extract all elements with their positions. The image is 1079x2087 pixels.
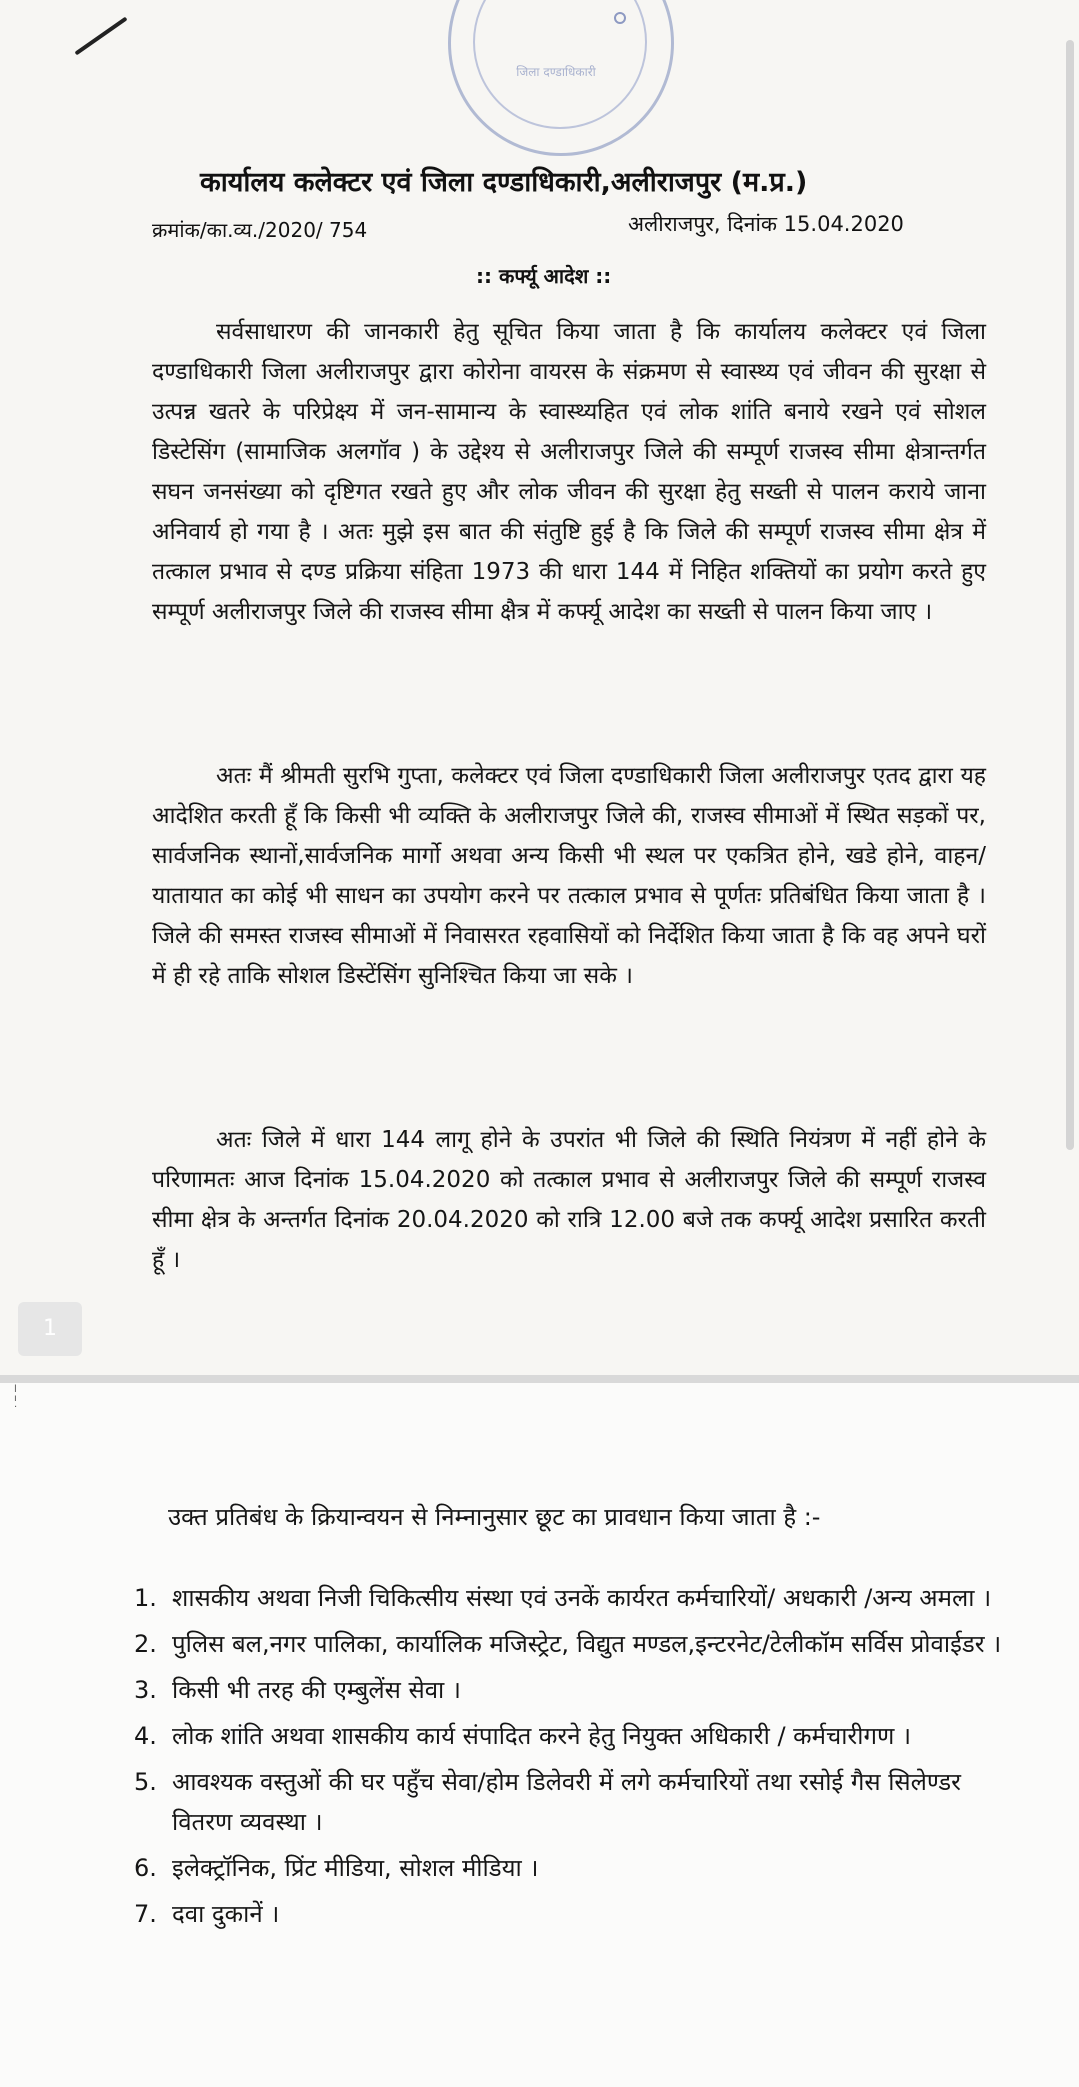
list-item-text: आवश्यक वस्तुओं की घर पहुँच सेवा/होम डिलेवरी में लगे कर्मचारियों तथा रसोई गैस सिलेण्डर वितरण व्यवस्था । (172, 1768, 961, 1836)
list-item-text: किसी भी तरह की एम्बुलेंस सेवा । (172, 1676, 461, 1704)
pen-mark (74, 17, 127, 56)
list-item-text: दवा दुकानें । (172, 1900, 280, 1928)
ink-dot (614, 12, 626, 24)
list-item-number: 4. (134, 1722, 157, 1750)
order-paragraph-1 (152, 312, 986, 632)
office-title: कार्यालय कलेक्टर एवं जिला दण्डाधिकारी,अलीराजपुर (म.प्र.) (200, 167, 808, 198)
paragraph-2-text: अतः मैं श्रीमती सुरभि गुप्ता, कलेक्टर एवं जिला दण्डाधिकारी जिला अलीराजपुर एतद द्वारा यह आदेशित करती हूँ कि किसी भी व्यक्ति के अलीराजपुर जिले की, राजस्व सीमाओं में स्थित सड़कों पर, सार्वजनिक स्थानों,सार्वजनिक मार्गो अथवा अन्य किसी भी स्थल पर एकत्रित होने, खडे होने, वाहन/यातायात का कोई भी साधन का उपयोग करने पर तत्काल प्रभाव से पूर्णतः प्रतिबंधित किया जाता है । जिले की समस्त राजस्व सीमाओं में निवासरत रहवासियों को निर्देशित किया जाता है कि वह अपने घरों में ही रहे ताकि सोशल डिस्टेंसिंग सुनिश्चित किया जा सके । (152, 763, 986, 989)
order-date: अलीराजपुर, दिनांक 15.04.2020 (628, 212, 904, 236)
paragraph-1-text: सर्वसाधारण की जानकारी हेतु सूचित किया जाता है कि कार्यालय कलेक्टर एवं जिला दण्डाधिकारी जिला अलीराजपुर द्वारा कोरोना वायरस के संक्रमण से स्वास्थ्य एवं जीवन की सुरक्षा से उत्पन्न खतरे के परिप्रेक्ष्य में जन-सामान्य के स्वास्थ्यहित एवं लोक शांति बनाये रखने एवं सोशल डिस्टेसिंग (सामाजिक अलगॉव ) के उद्देश्य से अलीराजपुर जिले की सम्पूर्ण राजस्व सीमा क्षेत्रान्तर्गत सघन जनसंख्या को दृष्टिगत रखते हुए और लोक जीवन की सुरक्षा हेतु सख्ती से पालन कराये जाना अनिवार्य हो गया है । अतः मुझे इस बात की संतुष्टि हुई है कि जिले की सम्पूर्ण राजस्व सीमा क्षेत्र में तत्काल प्रभाव से दण्ड प्रक्रिया संहिता 1973 की धारा 144 में निहित शक्तियों का प्रयोग करते हुए सम्पूर्ण अलीराजपुर जिले की राजस्व सीमा क्षैत्र में कर्फ्यू आदेश का सख्ती से पालन किया जाए । (152, 319, 986, 625)
order-heading: :: कर्फ्यू आदेश :: (476, 264, 612, 288)
list-item-number: 2. (134, 1630, 157, 1658)
seal-text: जिला दण्डाधिकारी (516, 65, 596, 79)
list-item (134, 1762, 1004, 1842)
reference-number: क्रमांक/का.व्य./2020/ 754 (152, 218, 368, 242)
list-item (134, 1670, 1004, 1710)
list-item-number: 5. (134, 1768, 157, 1796)
list-item-number: 6. (134, 1854, 157, 1882)
list-item-text: लोक शांति अथवा शासकीय कार्य संपादित करने हेतु नियुक्त अधिकारी / कर्मचारीगण । (172, 1722, 912, 1750)
page-number-indicator[interactable]: 1 (18, 1302, 82, 1356)
list-item-text: इलेक्ट्रॉनिक, प्रिंट मीडिया, सोशल मीडिया । (172, 1854, 539, 1882)
page-separator (0, 1375, 1079, 1383)
list-item (134, 1894, 1004, 1934)
list-item-number: 3. (134, 1676, 157, 1704)
list-item (134, 1578, 1004, 1618)
paragraph-3-text: अतः जिले में धारा 144 लागू होने के उपरांत भी जिले की स्थिति नियंत्रण में नहीं होने के परिणामतः आज दिनांक 15.04.2020 को तत्काल प्रभाव से अलीराजपुर जिले की सम्पूर्ण राजस्व सीमा क्षेत्र के अन्तर्गत दिनांक 20.04.2020 को रात्रि 12.00 बजे तक कर्फ्यू आदेश प्रसारित करती हूँ । (152, 1127, 986, 1273)
list-item-number: 7. (134, 1900, 157, 1928)
list-item-text: शासकीय अथवा निजी चिकित्सीय संस्था एवं उनकें कार्यरत कर्मचारियों/ अधकारी /अन्य अमला । (172, 1584, 992, 1612)
exemptions-intro (96, 1496, 986, 1538)
list-item-text: पुलिस बल,नगर पालिका, कार्यालिक मजिस्ट्रेट, विद्युत मण्डल,इन्टरनेट/टेलीकॉम सर्विस प्रोवाईडर । (172, 1630, 1002, 1658)
vertical-scrollbar[interactable] (1066, 40, 1074, 1150)
order-paragraph-3 (152, 1120, 986, 1280)
list-item (134, 1848, 1004, 1888)
list-item-number: 1. (134, 1584, 157, 1612)
order-paragraph-2 (152, 756, 986, 996)
list-item (134, 1716, 1004, 1756)
exemptions-intro-text: उक्त प्रतिबंध के क्रियान्वयन से निम्नानुसार छूट का प्रावधान किया जाता है :- (168, 1503, 821, 1531)
edge-scan-mark: ا ı · (14, 1384, 18, 1413)
list-item (134, 1624, 1004, 1664)
official-seal (448, 0, 674, 156)
exemptions-list (134, 1578, 1004, 1940)
